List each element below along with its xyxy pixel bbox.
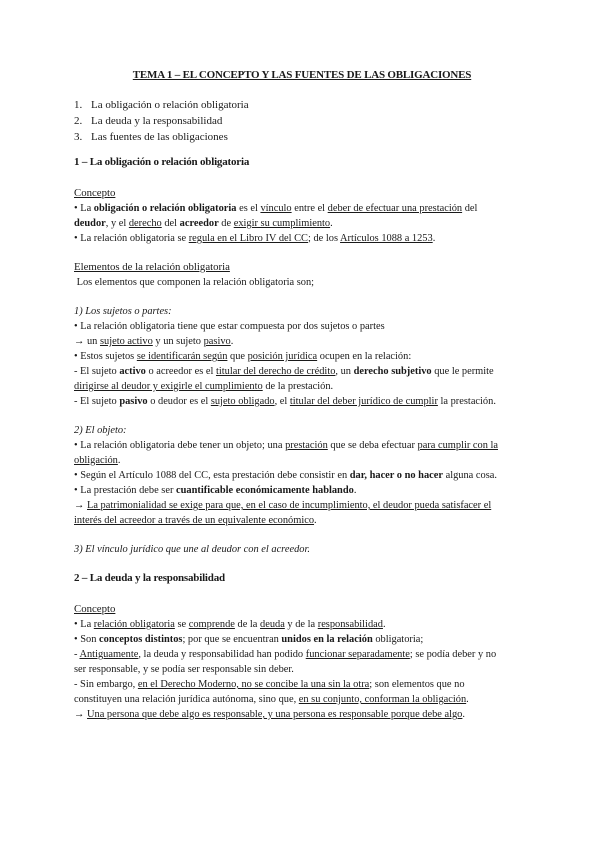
e2-line-4: • La prestación debe ser cuantificable económicamente hablando.: [74, 485, 357, 496]
toc-item: [74, 97, 530, 113]
toc-item: [74, 129, 530, 145]
e1-line-2: → un sujeto activo y un sujeto pasivo.: [74, 336, 234, 347]
elemento-3-heading: 3) El vínculo jurídico que une al deudor con el acreedor.: [74, 544, 310, 555]
document-title: TEMA 1 – EL CONCEPTO Y LAS FUENTES DE LAS OBLIGACIONES: [132, 69, 472, 81]
e2-line-1: • La relación obligatoria debe tener un objeto; una prestación que se deba efectuar para cumplir con la: [74, 440, 499, 451]
section-2-heading: 2 – La deuda y la responsabilidad: [74, 572, 225, 584]
toc-item: [74, 113, 530, 129]
elemento-1-heading: 1) Los sujetos o partes:: [74, 306, 172, 317]
table-of-contents: [74, 97, 530, 145]
e1-line-1: • La relación obligatoria tiene que estar compuesta por dos sujetos o partes: [74, 321, 385, 332]
s2-line-2: • Son conceptos distintos; por que se encuentran unidos en la relación obligatoria;: [74, 634, 424, 645]
toc-text: La obligación o relación obligatoria: [91, 99, 249, 111]
section-2-concepto-label: Concepto: [74, 603, 116, 615]
e1-line-4: - El sujeto activo o acreedor es el titular del derecho de crédito, un derecho subjetivo que le permite: [74, 366, 494, 377]
document-content: [74, 68, 530, 722]
elementos-label: Elementos de la relación obligatoria: [74, 261, 230, 273]
s2-line-7: → Una persona que debe algo es responsable, y una persona es responsable porque debe algo.: [74, 709, 465, 720]
e1-line-6: - El sujeto pasivo o deudor es el sujeto obligado, el titular del deber jurídico de cumplir la prestación.: [74, 396, 496, 407]
s2-line-1: • La relación obligatoria se comprende de la deuda y de la responsabilidad.: [74, 619, 386, 630]
e2-line-2: obligación.: [74, 455, 121, 466]
e2-line-5: → La patrimonialidad se exige para que, en el caso de incumplimiento, el deudor pueda satisfacer el: [74, 500, 492, 511]
s2-line-6: constituyen una relación jurídica autónoma, sino que, en su conjunto, conforman la obligación.: [74, 694, 469, 705]
s1-concept-line-2: deudor, y el derecho del acreedor de exigir su cumplimiento.: [74, 218, 333, 229]
s1-concept-line-3: • La relación obligatoria se regula en el Libro IV del CC; de los Artículos 1088 a 1253.: [74, 233, 436, 244]
s2-line-5: - Sin embargo, en el Derecho Moderno, no se concibe la una sin la otra; son elementos que no: [74, 679, 465, 690]
section-1-heading: 1 – La obligación o relación obligatoria: [74, 156, 250, 168]
toc-text: Las fuentes de las obligaciones: [91, 131, 228, 143]
elementos-intro: Los elementos que componen la relación obligatoria son;: [74, 277, 315, 288]
section-1-concepto-label: Concepto: [74, 187, 116, 199]
toc-number: 3.: [74, 131, 83, 143]
toc-number: 2.: [74, 115, 83, 127]
toc-number: 1.: [74, 99, 83, 111]
s2-line-3: - Antiguamente, la deuda y responsabilidad han podido funcionar separadamente; se podía deber y no: [74, 649, 497, 660]
s1-concept-line-1: • La obligación o relación obligatoria es el vínculo entre el deber de efectuar una prestación del: [74, 203, 478, 214]
toc-text: La deuda y la responsabilidad: [91, 115, 223, 127]
s2-line-4: ser responsable, y se podía ser responsable sin deber.: [74, 664, 294, 675]
elemento-2-heading: 2) El objeto:: [74, 425, 127, 436]
e1-line-5: dirigirse al deudor y exigirle el cumplimiento de la prestación.: [74, 381, 334, 392]
e2-line-6: interés del acreedor a través de un equivalente económico.: [74, 515, 317, 526]
e2-line-3: • Según el Artículo 1088 del CC, esta prestación debe consistir en dar, hacer o no hacer alguna cosa.: [74, 470, 497, 481]
e1-line-3: • Estos sujetos se identificarán según que posición jurídica ocupen en la relación:: [74, 351, 412, 362]
